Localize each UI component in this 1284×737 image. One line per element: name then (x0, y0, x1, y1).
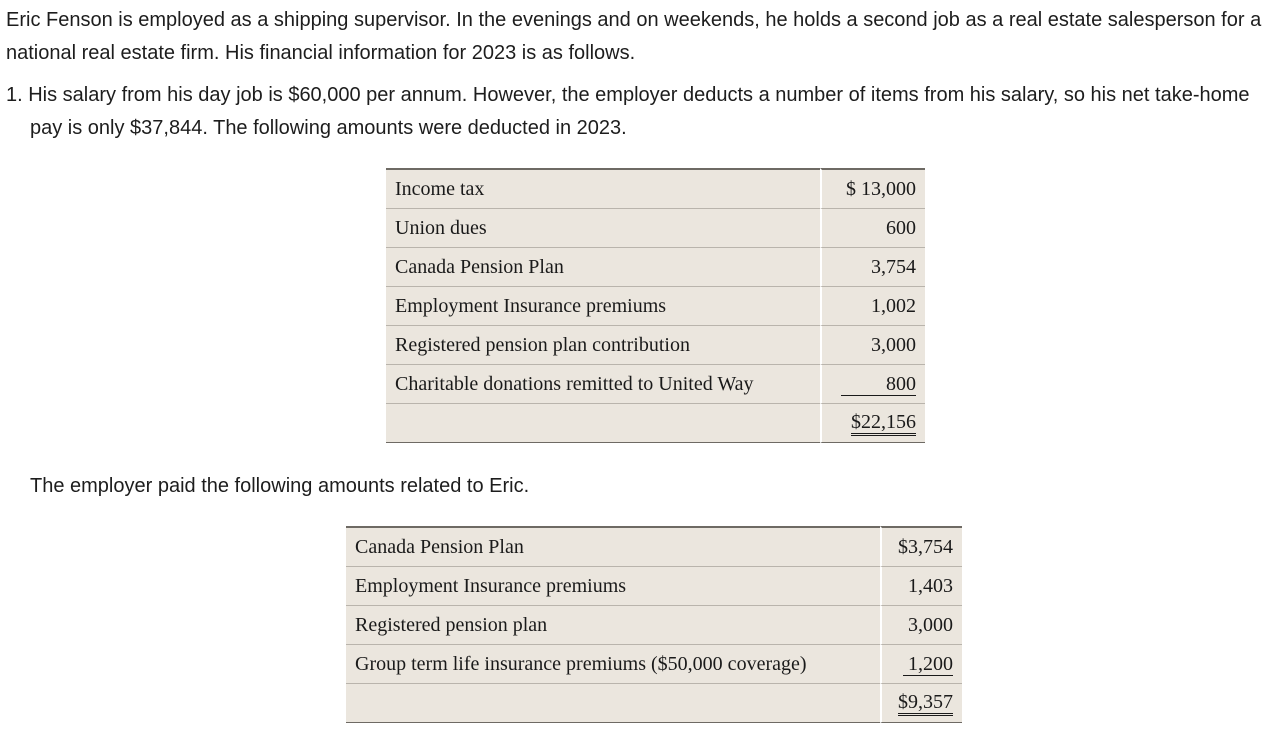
employer-item-amount: 1,200 (903, 653, 953, 676)
deduction-label: Canada Pension Plan (386, 247, 820, 286)
table-row (386, 286, 925, 325)
total-row (346, 683, 962, 723)
total-label-cell (346, 683, 880, 723)
employer-item-label: Canada Pension Plan (346, 526, 880, 566)
table-row (346, 566, 962, 605)
employer-item-amount-cell (880, 644, 962, 683)
item-1-text: 1. His salary from his day job is $60,000 per annum. However, the employer deducts a number of items from his salary, so his net take-home pay is only $37,844. The following amounts were deducted in 2023. (6, 84, 1250, 139)
deduction-label: Union dues (386, 208, 820, 247)
deduction-amount: 800 (841, 373, 916, 396)
table-row (386, 208, 925, 247)
table-row (386, 247, 925, 286)
deduction-amount: $ 13,000 (820, 168, 925, 208)
deduction-label: Employment Insurance premiums (386, 286, 820, 325)
employer-paid-table (346, 526, 962, 723)
employer-paid-total: $9,357 (898, 691, 953, 716)
table-row (346, 526, 962, 566)
deductions-table (386, 168, 925, 443)
employer-item-label: Registered pension plan (346, 605, 880, 644)
deductions-total: $22,156 (851, 411, 916, 436)
employer-item-amount: $3,754 (880, 526, 962, 566)
total-row (386, 403, 925, 443)
table-row (346, 605, 962, 644)
deduction-label: Charitable donations remitted to United Way (386, 364, 820, 403)
employer-item-label: Group term life insurance premiums ($50,000 coverage) (346, 644, 880, 683)
deduction-amount: 600 (820, 208, 925, 247)
deduction-amount: 3,754 (820, 247, 925, 286)
deduction-amount: 1,002 (820, 286, 925, 325)
intro-paragraph: Eric Fenson is employed as a shipping supervisor. In the evenings and on weekends, he holds a second job as a real estate salesperson for a national real estate firm. His financial information for 2023 is as follows. (6, 9, 1262, 64)
total-amount-cell (820, 403, 925, 443)
employer-item-amount: 3,000 (880, 605, 962, 644)
total-amount-cell (880, 683, 962, 723)
employer-item-amount: 1,403 (880, 566, 962, 605)
table-row (386, 325, 925, 364)
deduction-label: Income tax (386, 168, 820, 208)
table-row (346, 644, 962, 683)
deduction-amount: 3,000 (820, 325, 925, 364)
employer-paid-text: The employer paid the following amounts related to Eric. (30, 475, 530, 497)
total-label-cell (386, 403, 820, 443)
deduction-label: Registered pension plan contribution (386, 325, 820, 364)
employer-item-label: Employment Insurance premiums (346, 566, 880, 605)
table-row (386, 168, 925, 208)
table-row (386, 364, 925, 403)
deduction-amount-cell (820, 364, 925, 403)
